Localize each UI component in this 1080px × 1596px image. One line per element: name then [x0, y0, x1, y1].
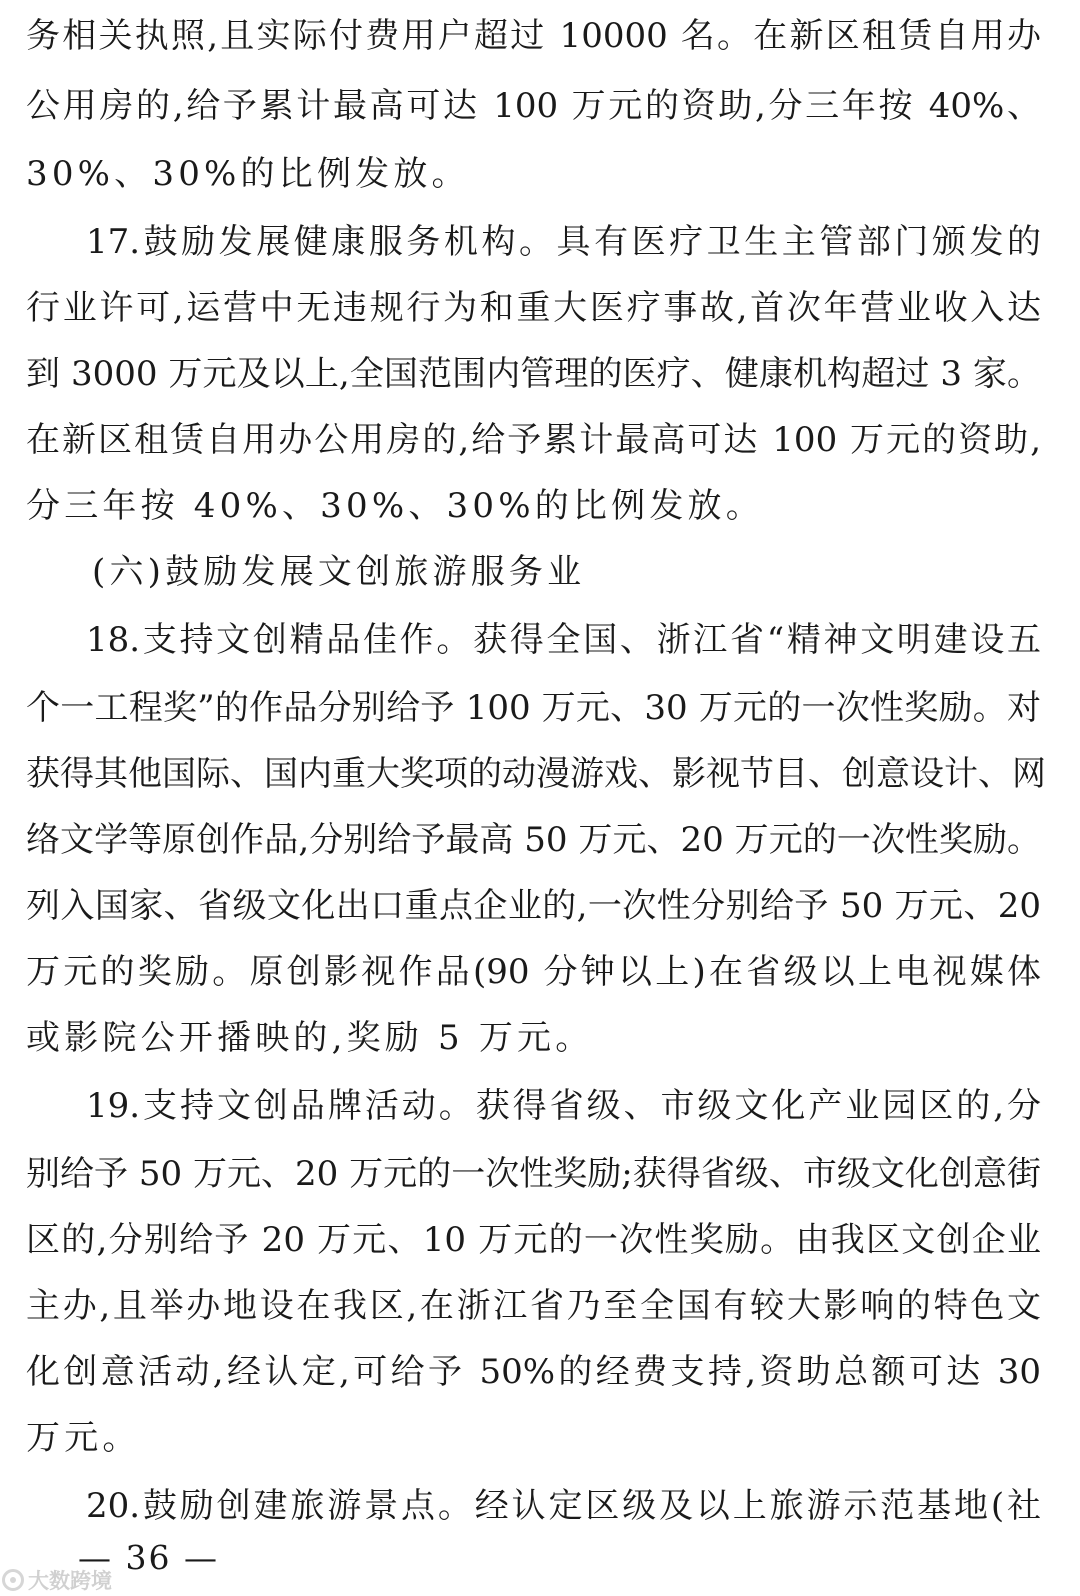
text-line: 个一工程奖”的作品分别给予 100 万元、30 万元的一次性奖励。对	[26, 688, 1041, 728]
text-line: 万元的奖励。原创影视作品(90 分钟以上)在省级以上电视媒体	[26, 952, 1041, 992]
text-line: 公用房的,给予累计最高可达 100 万元的资助,分三年按 40%、	[26, 86, 1041, 126]
section-heading: (六)鼓励发展文创旅游服务业	[92, 552, 586, 592]
watermark-text: 大数跨境	[28, 1569, 112, 1593]
text-line: 获得其他国际、国内重大奖项的动漫游戏、影视节目、创意设计、网	[26, 754, 1046, 794]
watermark-logo-icon	[2, 1569, 24, 1591]
text-line: 在新区租赁自用办公用房的,给予累计最高可达 100 万元的资助,	[26, 420, 1041, 460]
text-line: 18.支持文创精品佳作。获得全国、浙江省“精神文明建设五	[86, 620, 1041, 660]
text-line: 或影院公开播映的,奖励 5 万元。	[26, 1018, 594, 1058]
text-line: 到 3000 万元及以上,全国范围内管理的医疗、健康机构超过 3 家。	[26, 354, 1041, 394]
text-line: 20.鼓励创建旅游景点。经认定区级及以上旅游示范基地(社	[86, 1486, 1041, 1526]
text-line: 化创意活动,经认定,可给予 50%的经费支持,资助总额可达 30	[26, 1352, 1041, 1392]
text-line: 行业许可,运营中无违规行为和重大医疗事故,首次年营业收入达	[26, 288, 1041, 328]
text-line: 30%、30%的比例发放。	[26, 154, 470, 194]
text-line: 区的,分别给予 20 万元、10 万元的一次性奖励。由我区文创企业	[26, 1220, 1041, 1260]
text-line: 络文学等原创作品,分别给予最高 50 万元、20 万元的一次性奖励。	[26, 820, 1041, 860]
text-line: 17.鼓励发展健康服务机构。具有医疗卫生主管部门颁发的	[86, 222, 1041, 262]
text-line: 务相关执照,且实际付费用户超过 10000 名。在新区租赁自用办	[26, 16, 1041, 56]
text-line: 主办,且举办地设在我区,在浙江省乃至全国有较大影响的特色文	[26, 1286, 1041, 1326]
text-line: 19.支持文创品牌活动。获得省级、市级文化产业园区的,分	[86, 1086, 1041, 1126]
text-line: 列入国家、省级文化出口重点企业的,一次性分别给予 50 万元、20	[26, 886, 1041, 926]
text-line: 别给予 50 万元、20 万元的一次性奖励;获得省级、市级文化创意街	[26, 1154, 1041, 1194]
watermark	[2, 1566, 112, 1594]
text-line: 分三年按 40%、30%、30%的比例发放。	[26, 486, 764, 526]
page-number: — 36 —	[78, 1538, 219, 1577]
text-line: 万元。	[26, 1418, 141, 1458]
